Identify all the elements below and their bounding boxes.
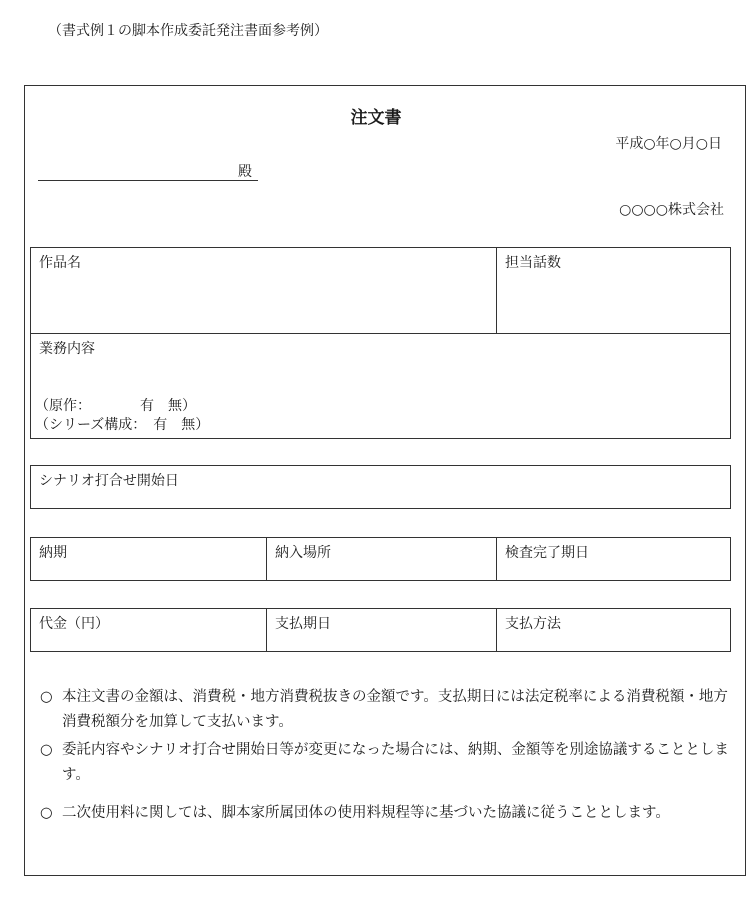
episodes-cell: [496, 247, 731, 334]
payment-method-label: 支払方法: [505, 616, 561, 632]
note-item: [40, 738, 730, 788]
delivery-place-cell: [266, 537, 497, 581]
scenario-start-label: シナリオ打合せ開始日: [39, 473, 179, 489]
note-text: 委託内容やシナリオ打合せ開始日等が変更になった場合には、納期、金額等を別途協議することとします。: [62, 742, 729, 783]
episodes-label: 担当話数: [505, 255, 561, 271]
circle-bullet-icon: ○: [40, 805, 53, 821]
note-item: [40, 685, 730, 735]
circle-bullet-icon: ○: [40, 689, 53, 705]
note-text: 二次使用料に関しては、脚本家所属団体の使用料規程等に基づいた協議に従うこととします。: [62, 805, 670, 821]
payment-amount-label: 代金（円）: [39, 616, 109, 632]
work-title-cell: [30, 247, 497, 334]
scenario-start-cell: [30, 465, 731, 509]
duties-cell: [30, 333, 731, 439]
document-caption: （書式例１の脚本作成委託発注書面参考例）: [48, 23, 328, 39]
duties-label: 業務内容: [39, 341, 95, 357]
issue-date: 平成○年○月○日: [615, 136, 722, 152]
note-item: [40, 801, 730, 851]
recipient-name-line: [38, 180, 258, 181]
issuer-company: ○○○○株式会社: [619, 202, 724, 218]
payment-date-cell: [266, 608, 497, 652]
delivery-date-cell: [30, 537, 267, 581]
document-title: 注文書: [350, 108, 402, 128]
inspection-date-cell: [496, 537, 731, 581]
payment-method-cell: [496, 608, 731, 652]
original-work-line: （原作： 有 無）: [35, 398, 196, 414]
inspection-date-label: 検査完了期日: [505, 545, 589, 561]
recipient-honorific: 殿: [238, 164, 252, 180]
work-title-label: 作品名: [39, 255, 81, 271]
series-structure-line: （シリーズ構成： 有 無）: [35, 417, 210, 433]
payment-amount-cell: [30, 608, 267, 652]
circle-bullet-icon: ○: [40, 742, 53, 758]
delivery-place-label: 納入場所: [275, 545, 331, 561]
payment-date-label: 支払期日: [275, 616, 331, 632]
delivery-date-label: 納期: [39, 545, 67, 561]
note-text: 本注文書の金額は、消費税・地方消費税抜きの金額です。支払期日には法定税率による消費税額・地方消費税額分を加算して支払います。: [62, 689, 728, 730]
